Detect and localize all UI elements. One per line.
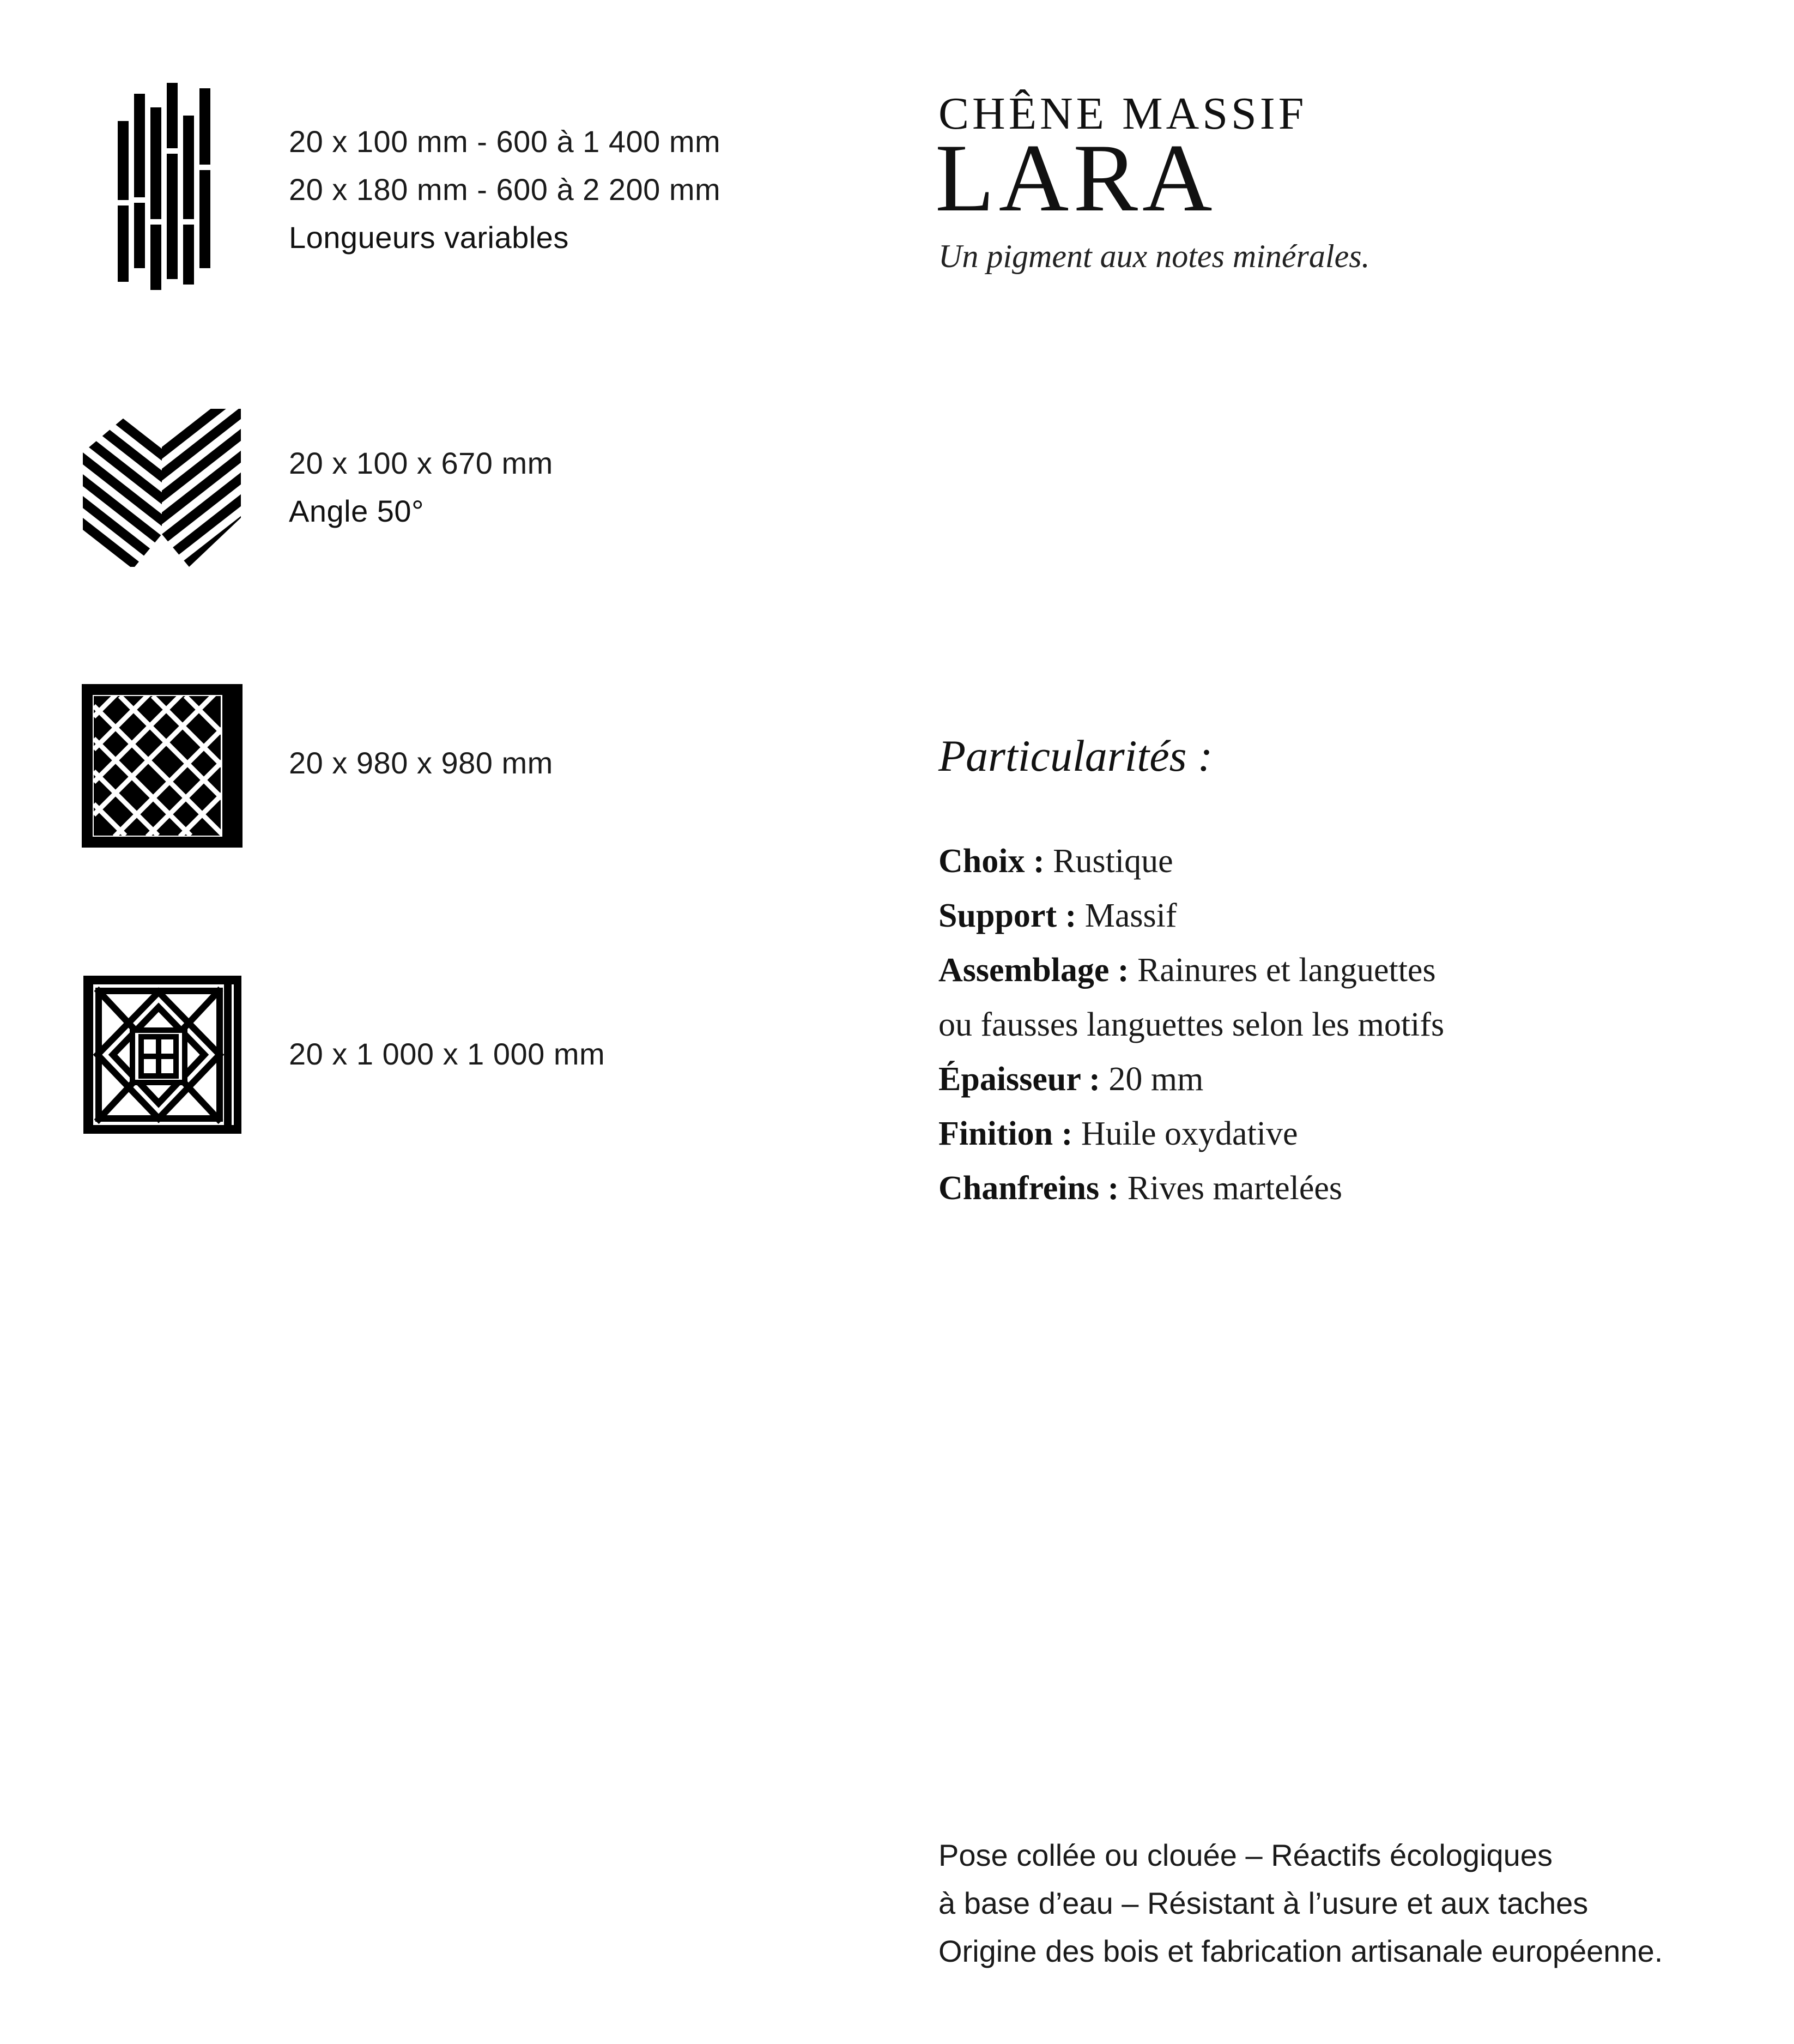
spec-value: Rives martelées [1119,1170,1343,1207]
plank-strips-icon [116,83,219,293]
format-dimension: 20 x 180 mm - 600 à 2 200 mm [289,172,721,207]
spec-row [938,1106,1444,1161]
spec-value: Huile oxydative [1072,1115,1298,1152]
product-title: LARA [935,124,1217,232]
format-note: Angle 50° [289,494,424,528]
product-category: CHÊNE MASSIF [938,88,1307,139]
format-dimension: 20 x 980 x 980 mm [289,746,553,780]
particularities-list [938,834,1444,1215]
versailles-panel-icon [83,976,241,1134]
spec-row [938,834,1444,888]
spec-row [938,997,1444,1052]
spec-value: ou fausses languettes selon les motifs [938,1006,1445,1043]
footer-line: Origine des bois et fabrication artisanale européenne. [938,1934,1663,1968]
spec-value: Rainures et languettes [1129,952,1436,989]
product-tagline: Un pigment aux notes minérales. [938,238,1370,274]
spec-row [938,1161,1444,1215]
spec-value: 20 mm [1100,1061,1204,1098]
format-strips-text [289,118,720,262]
footer-line: à base d’eau – Résistant à l’usure et aux taches [938,1886,1589,1920]
particularities-heading: Particularités : [938,731,1213,781]
spec-label: Épaisseur : [938,1061,1100,1098]
woven-panel-icon [82,684,243,848]
footer-notes [938,1831,1663,1975]
spec-label: Assemblage : [938,952,1129,989]
spec-value: Rustique [1044,843,1173,880]
spec-label: Support : [938,897,1077,934]
chevron-pattern-icon [83,409,241,567]
footer-line: Pose collée ou clouée – Réactifs écologiques [938,1838,1553,1872]
spec-row [938,943,1444,997]
format-dimension: 20 x 100 mm - 600 à 1 400 mm [289,124,721,159]
format-note: Longueurs variables [289,220,569,255]
format-dimension: 20 x 100 x 670 mm [289,446,553,480]
spec-row [938,888,1444,943]
spec-row [938,1052,1444,1106]
spec-label: Choix : [938,843,1045,880]
format-dimension: 20 x 1 000 x 1 000 mm [289,1037,605,1071]
spec-label: Finition : [938,1115,1073,1152]
spec-label: Chanfreins : [938,1170,1119,1207]
format-versailles-text [289,1030,605,1078]
spec-value: Massif [1076,897,1177,934]
format-chevron-text [289,439,553,535]
format-woven-text [289,739,553,787]
